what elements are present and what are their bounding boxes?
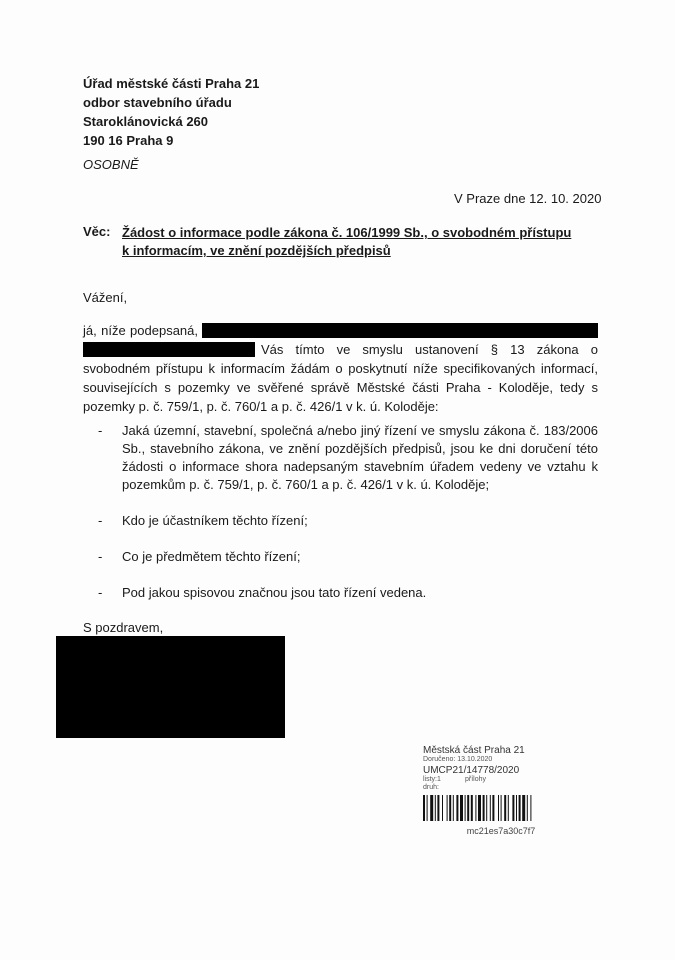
stamp-type: druh: (423, 784, 439, 791)
list-item-text: Co je předmětem těchto řízení; (122, 549, 301, 564)
subject-label: Věc: (83, 224, 111, 239)
bullet-marker: - (98, 423, 103, 438)
delivery-note: OSOBNĚ (83, 157, 139, 172)
stamp-counts (423, 776, 593, 784)
list-item (98, 422, 598, 494)
list-item-text: Kdo je účastníkem těchto řízení; (122, 513, 308, 528)
barcode (423, 795, 579, 821)
recipient-address (83, 74, 259, 150)
intro-part-2: Vás tímto ve smyslu ustanovení § 13 zákona o svobodném přístupu k informacím žádám o poskytnutí níže specifikovaných informací, souvisejících s pozemky ve svěřené správě Městské části Praha - Koloděje, tedy s pozemky p. č. 759/1, p. č. 760/1 a p. č. 426/1 v k. ú. Koloděje: (83, 342, 598, 414)
request-list (98, 422, 598, 602)
redaction-signature (56, 636, 285, 738)
stamp-reference: UMCP21/14778/2020 (423, 765, 520, 776)
recipient-line-3: Staroklánovická 260 (83, 114, 209, 129)
list-item-text: Jaká územní, stavební, společná a/nebo jiný řízení ve smyslu zákona č. 183/2006 Sb., stavebního zákona, ve znění pozdějších předpisů, jsou ke dni doručení této žádosti o informace shora nadepsaným stavebním úřadem vedeny ve vztahu k pozemkům p. č. 759/1, p. č. 760/1 a p. č. 426/1 v k. ú. Koloděje; (122, 423, 598, 492)
list-item (98, 512, 598, 530)
intro-paragraph (83, 321, 598, 416)
list-item (98, 548, 598, 566)
bullet-marker: - (98, 549, 103, 564)
bullet-marker: - (98, 585, 103, 600)
barcode-text: mc21es7a30c7f7 (466, 826, 536, 836)
recipient-line-2: odbor stavebního úřadu (83, 95, 232, 110)
receipt-stamp (423, 745, 593, 836)
redaction-name (202, 323, 598, 338)
greeting: Vážení, (83, 290, 128, 305)
recipient-line-1: Úřad městské části Praha 21 (83, 76, 260, 91)
stamp-office: Městská část Praha 21 (423, 745, 525, 756)
intro-part-1: já, níže podepsaná, (83, 323, 198, 338)
list-item-text: Pod jakou spisovou značnou jsou tato řízení vedena. (122, 585, 427, 600)
stamp-attachments: přílohy (465, 776, 487, 783)
subject-text: Žádost o informace podle zákona č. 106/1999 Sb., o svobodném přístupu k informacím, ve znění pozdějších předpisů (122, 225, 572, 258)
date-line: V Praze dne 12. 10. 2020 (454, 191, 602, 206)
list-item (98, 584, 598, 602)
stamp-delivered: Doručeno: 13.10.2020 (423, 756, 493, 763)
redaction-address (83, 342, 255, 357)
closing: S pozdravem, (83, 620, 164, 635)
recipient-line-4: 190 16 Praha 9 (83, 133, 174, 148)
bullet-marker: - (98, 513, 103, 528)
stamp-sheets: listy:1 (423, 776, 441, 783)
